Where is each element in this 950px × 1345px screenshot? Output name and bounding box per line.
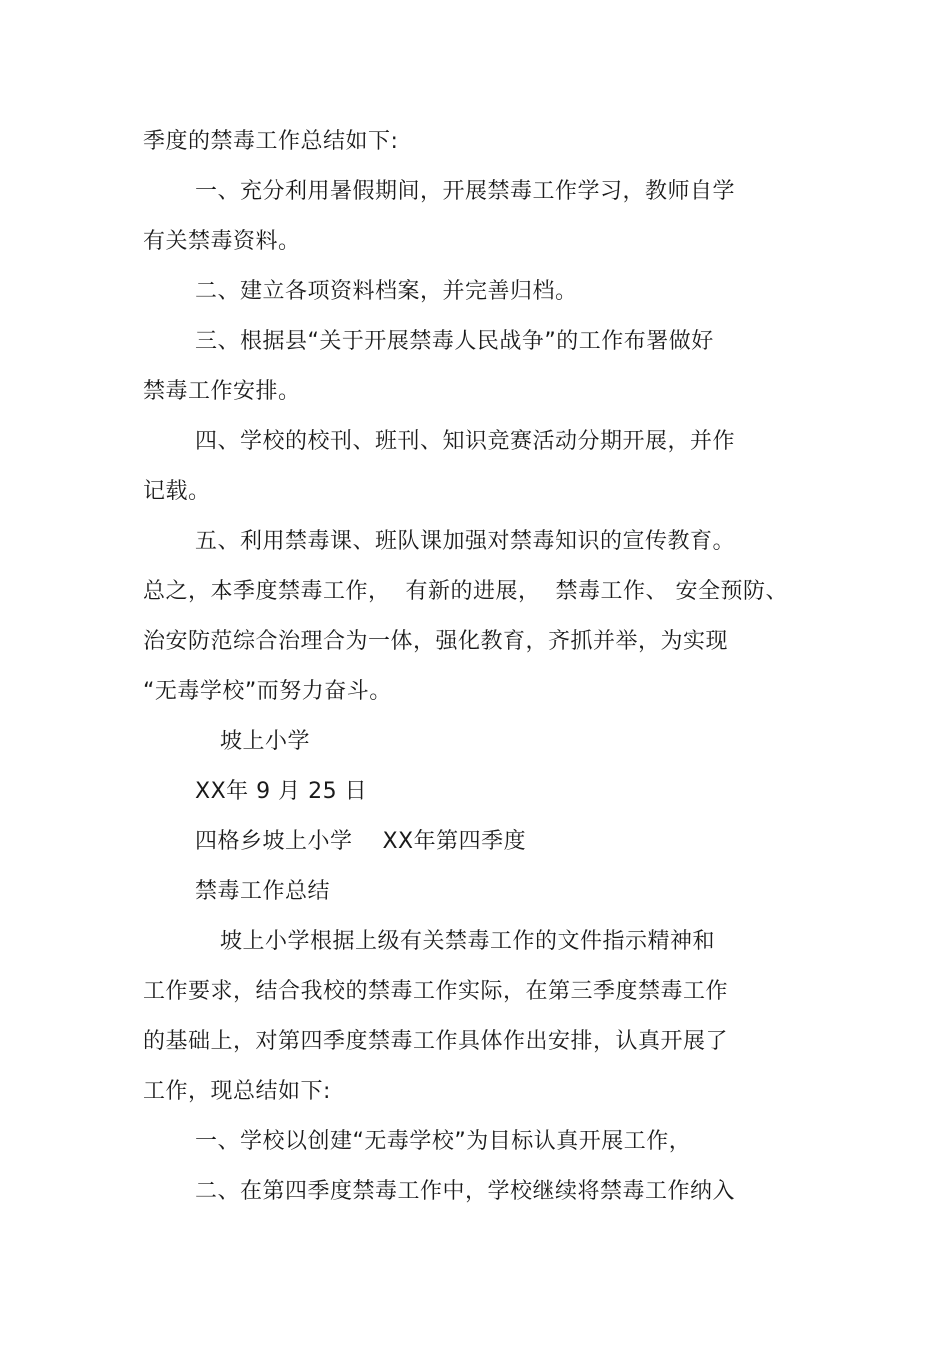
section-heading: 四格乡坡上小学 XX年第四季度 — [195, 829, 527, 854]
text-line: 五、利用禁毒课、班队课加强对禁毒知识的宣传教育。 — [195, 529, 736, 554]
text-line: 四、学校的校刊、班刊、知识竞赛活动分期开展，并作 — [195, 429, 736, 454]
text-line: 记载。 — [143, 479, 211, 504]
text-line: 总之，本季度禁毒工作， 有新的进展， 禁毒工作、 安全预防、 — [143, 579, 788, 604]
text-line: 工作，现总结如下: — [143, 1079, 331, 1104]
signature-school: 坡上小学 — [220, 729, 311, 754]
text-line: 二、建立各项资料档案，并完善归档。 — [195, 279, 578, 304]
text-line: 一、学校以创建“无毒学校”为目标认真开展工作， — [195, 1129, 692, 1154]
text-line: 的基础上，对第四季度禁毒工作具体作出安排，认真开展了 — [143, 1029, 729, 1054]
text-line: 禁毒工作安排。 — [143, 379, 301, 404]
text-line: 有关禁毒资料。 — [143, 229, 301, 254]
section-title: 禁毒工作总结 — [195, 879, 331, 904]
text-line: 二、在第四季度禁毒工作中，学校继续将禁毒工作纳入 — [195, 1179, 736, 1204]
text-line: 三、根据县“关于开展禁毒人民战争”的工作布署做好 — [195, 329, 714, 354]
text-line: 治安防范综合治理合为一体，强化教育，齐抓并举，为实现 — [143, 629, 729, 654]
signature-date: XX年 9 月 25 日 — [195, 779, 368, 804]
text-line: 季度的禁毒工作总结如下: — [143, 129, 399, 154]
text-line: 工作要求，结合我校的禁毒工作实际，在第三季度禁毒工作 — [143, 979, 729, 1004]
text-line: 坡上小学根据上级有关禁毒工作的文件指示精神和 — [220, 929, 716, 954]
text-line: 一、充分利用暑假期间，开展禁毒工作学习，教师自学 — [195, 179, 736, 204]
text-line: “无毒学校”而努力奋斗。 — [143, 679, 392, 704]
